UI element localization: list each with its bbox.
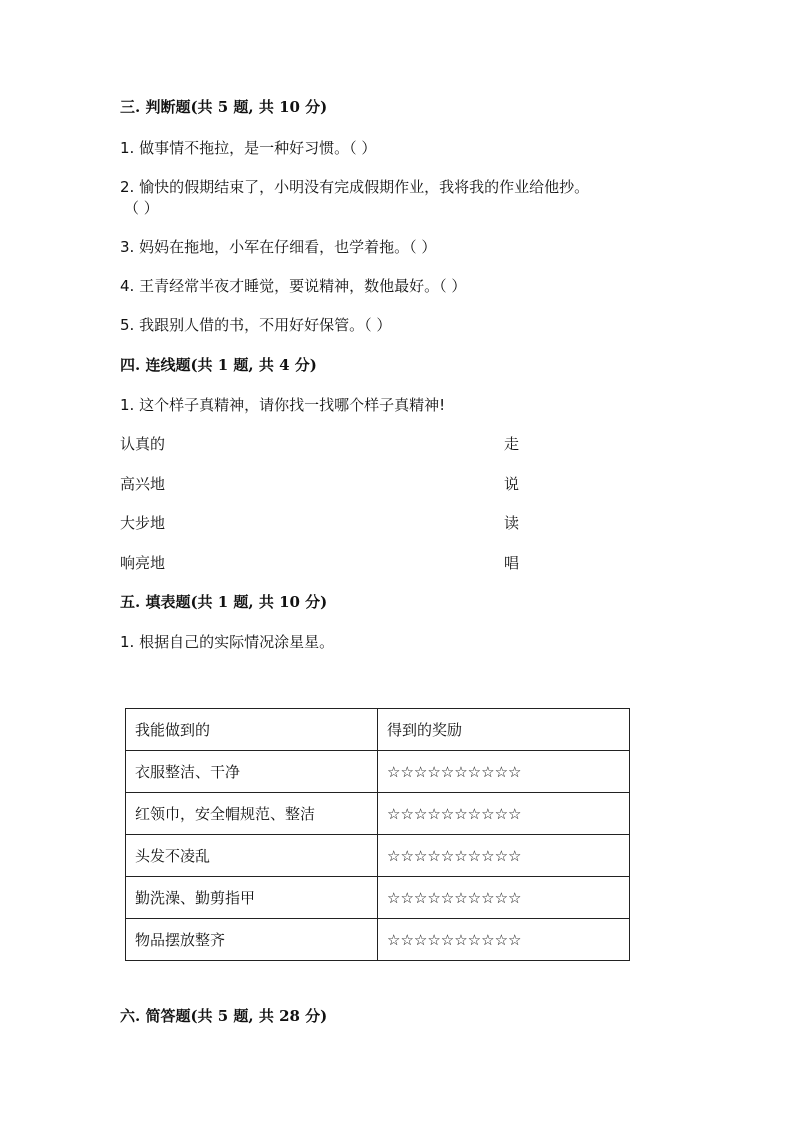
section5-title: 五. 填表题(共 1 题, 共 10 分) [120, 593, 328, 611]
matching-question: 1. 这个样子真精神，请你找一找哪个样子真精神! [120, 396, 446, 414]
matching-right-3: 读 [504, 514, 520, 532]
table-cell-item: 物品摆放整齐 [126, 919, 378, 961]
table-row [126, 919, 630, 961]
star-rating[interactable]: ☆☆☆☆☆☆☆☆☆☆ [378, 919, 630, 961]
table-cell-item: 衣服整洁、干净 [126, 751, 378, 793]
section4-title: 四. 连线题(共 1 题, 共 4 分) [120, 356, 317, 374]
table-header-can-do: 我能做到的 [126, 709, 378, 751]
table-cell-item: 红领巾，安全帽规范、整洁 [126, 793, 378, 835]
star-award-table [125, 708, 630, 961]
table-header-row [126, 709, 630, 751]
table-row [126, 751, 630, 793]
matching-left-1: 认真的 [120, 435, 166, 453]
judgement-item-4: 4. 王青经常半夜才睡觉，要说精神，数他最好。（ ） [120, 277, 467, 295]
judgement-item-5: 5. 我跟别人借的书，不用好好保管。（ ） [120, 316, 392, 334]
matching-right-4: 唱 [504, 554, 520, 572]
star-rating[interactable]: ☆☆☆☆☆☆☆☆☆☆ [378, 877, 630, 919]
judgement-item-2: 2. 愉快的假期结束了，小明没有完成假期作业，我将我的作业给他抄。 [120, 178, 590, 196]
table-row [126, 835, 630, 877]
star-rating[interactable]: ☆☆☆☆☆☆☆☆☆☆ [378, 835, 630, 877]
table-question: 1. 根据自己的实际情况涂星星。 [120, 633, 335, 651]
judgement-item-2-bracket: （ ） [124, 199, 159, 217]
matching-right-1: 走 [504, 435, 520, 453]
star-rating[interactable]: ☆☆☆☆☆☆☆☆☆☆ [378, 793, 630, 835]
table-row [126, 877, 630, 919]
table-row [126, 793, 630, 835]
matching-left-2: 高兴地 [120, 475, 166, 493]
section3-title: 三. 判断题(共 5 题, 共 10 分) [120, 98, 328, 116]
matching-left-4: 响亮地 [120, 554, 166, 572]
matching-right-2: 说 [504, 475, 520, 493]
table-header-award: 得到的奖励 [378, 709, 630, 751]
section6-title: 六. 简答题(共 5 题, 共 28 分) [120, 1007, 328, 1025]
judgement-item-3: 3. 妈妈在拖地，小军在仔细看，也学着拖。（ ） [120, 238, 437, 256]
judgement-item-1: 1. 做事情不拖拉，是一种好习惯。（ ） [120, 139, 377, 157]
table-cell-item: 勤洗澡、勤剪指甲 [126, 877, 378, 919]
table-cell-item: 头发不凌乱 [126, 835, 378, 877]
star-rating[interactable]: ☆☆☆☆☆☆☆☆☆☆ [378, 751, 630, 793]
matching-left-3: 大步地 [120, 514, 166, 532]
